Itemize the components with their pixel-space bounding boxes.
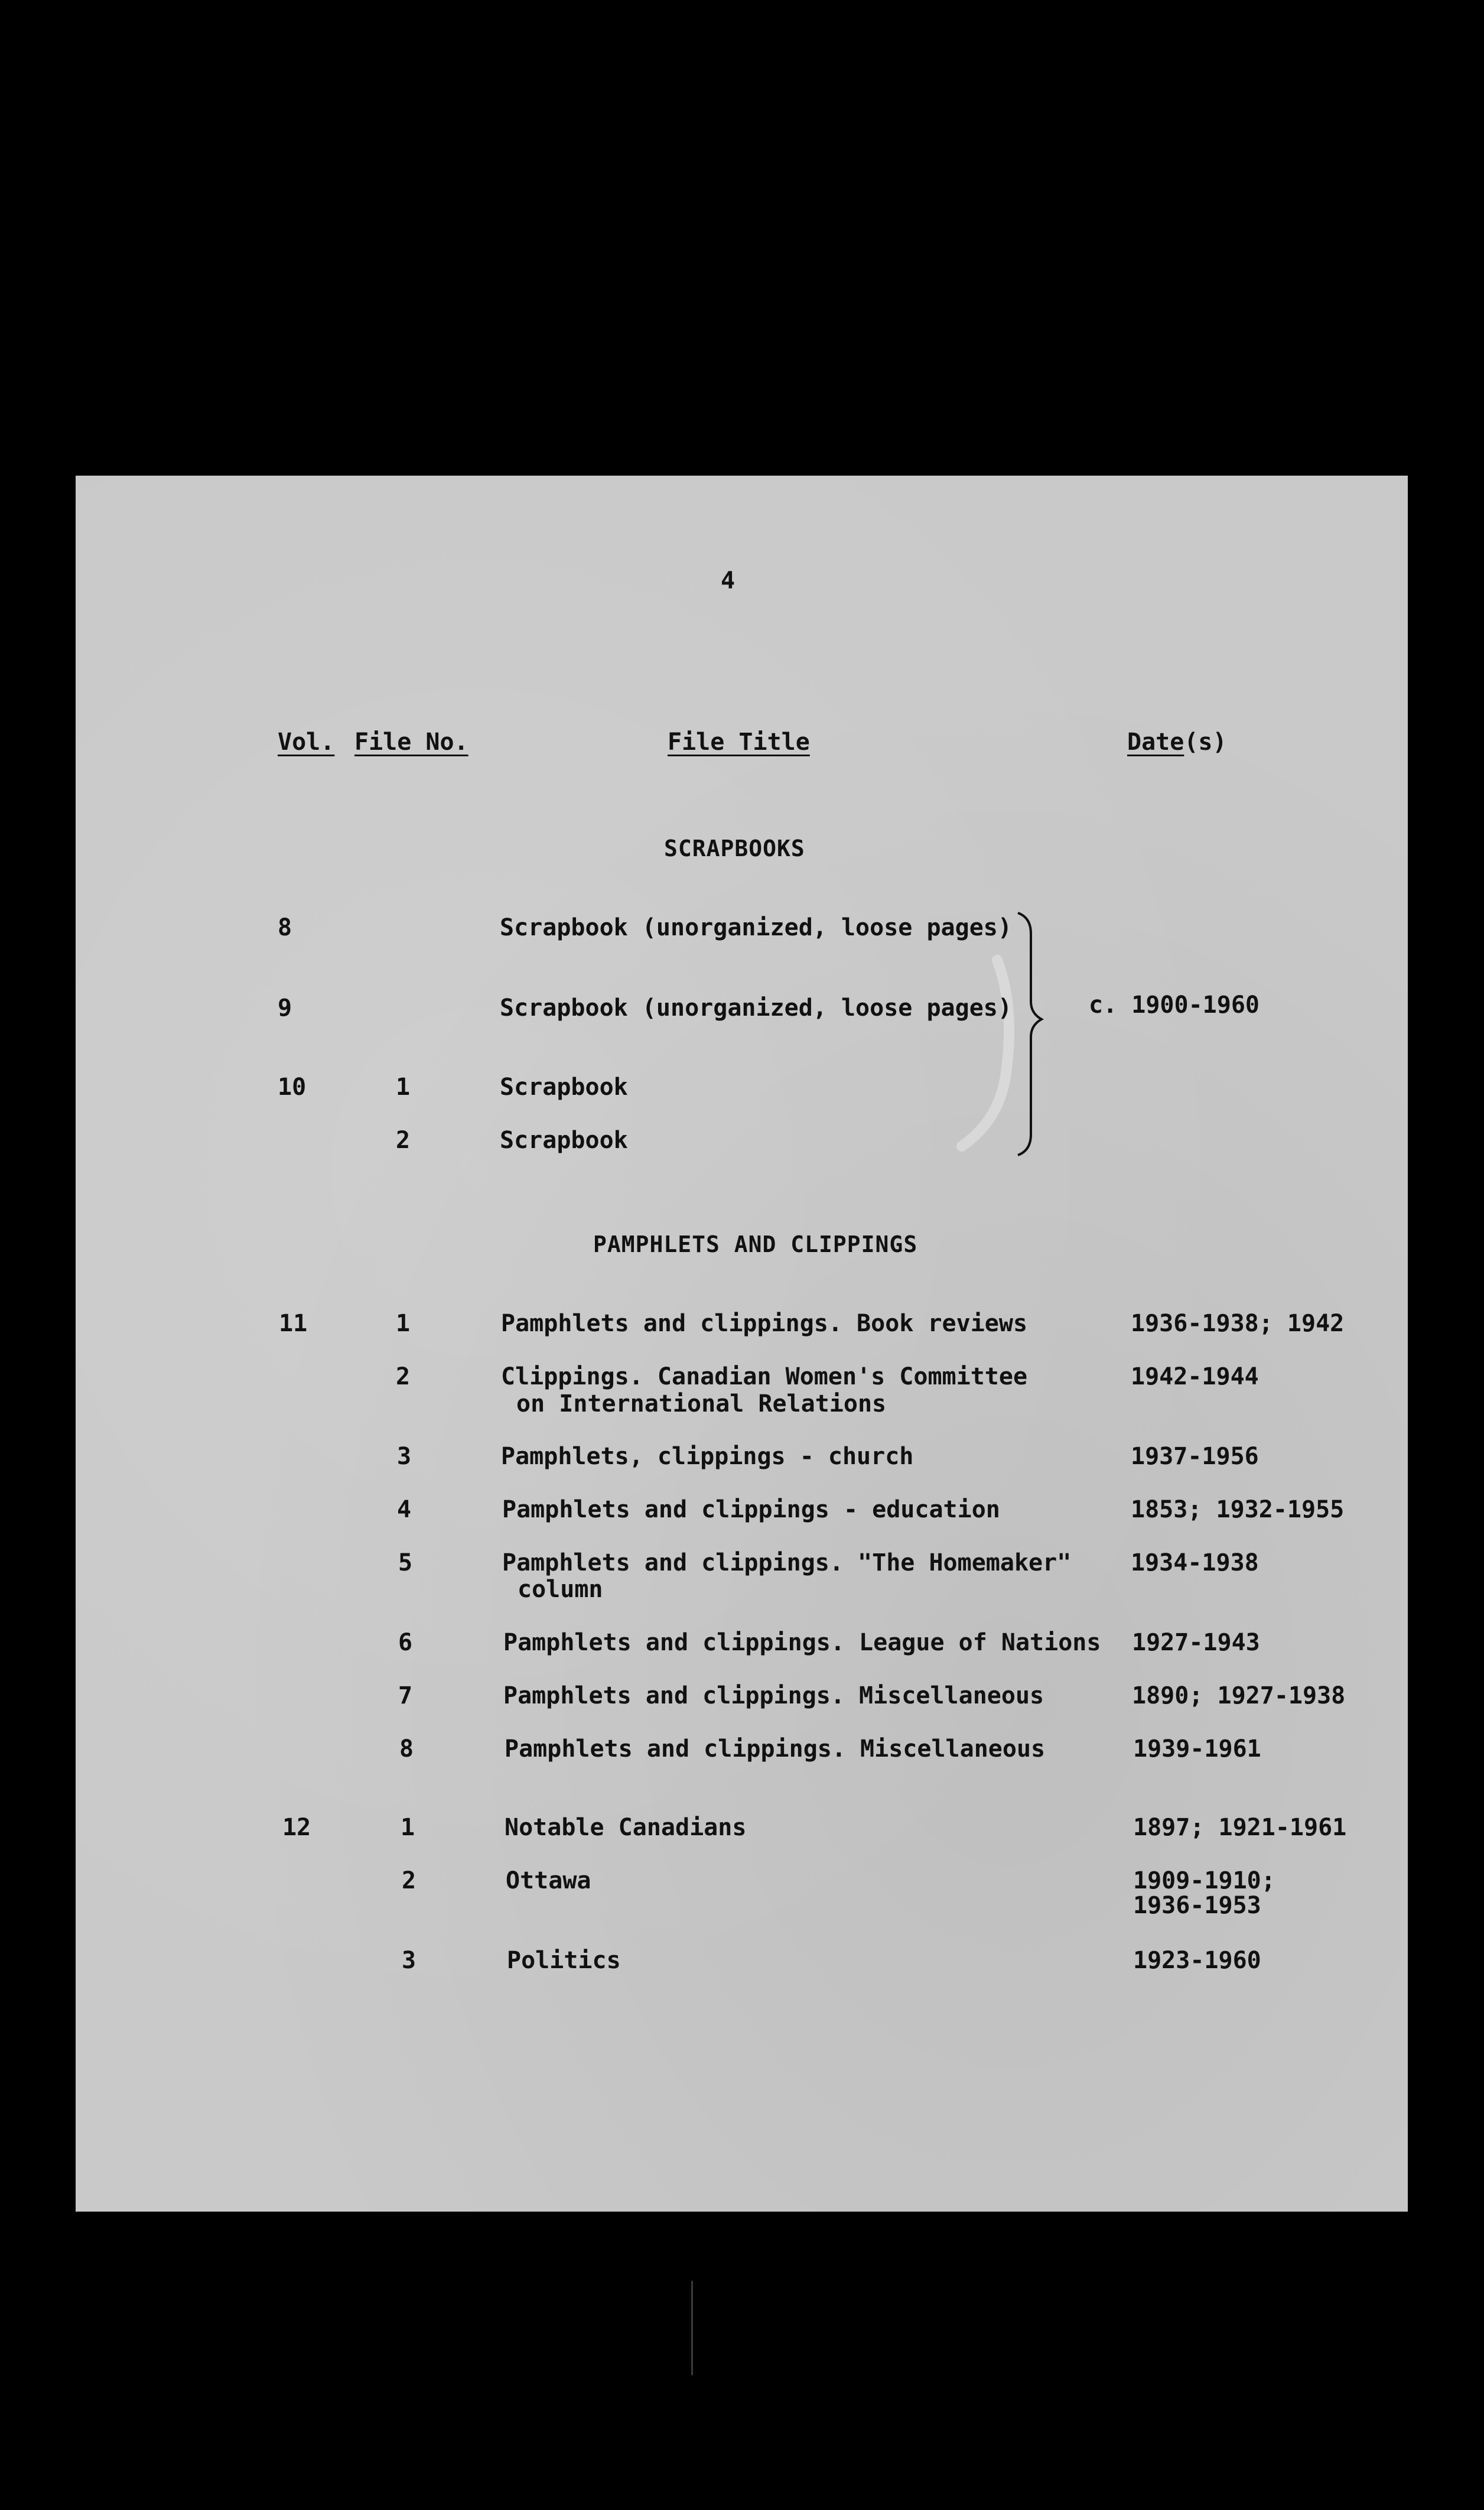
row-date: 1923-1960 bbox=[1133, 1947, 1261, 1974]
header-file-no: File No. bbox=[354, 729, 468, 756]
row-vol: 9 bbox=[278, 994, 292, 1022]
row-title: Pamphlets, clippings - church bbox=[501, 1443, 914, 1470]
row-file: 8 bbox=[399, 1735, 414, 1763]
section-heading-scrapbooks: SCRAPBOOKS bbox=[664, 835, 805, 861]
row-title: Scrapbook (unorganized, loose pages) bbox=[500, 994, 1012, 1022]
bracket-date: c. 1900-1960 bbox=[1089, 991, 1260, 1019]
row-file: 2 bbox=[402, 1867, 416, 1894]
row-title: Pamphlets and clippings - education bbox=[502, 1496, 1000, 1523]
row-title: Pamphlets and clippings. Miscellaneous bbox=[503, 1682, 1044, 1709]
page-number: 4 bbox=[721, 567, 736, 594]
row-title: Scrapbook bbox=[500, 1127, 628, 1154]
row-file: 5 bbox=[398, 1549, 413, 1576]
row-title: Pamphlets and clippings. Miscellaneous bbox=[505, 1735, 1046, 1763]
row-file: 3 bbox=[397, 1443, 412, 1470]
row-title-continued: column bbox=[518, 1576, 603, 1603]
header-date: Date bbox=[1127, 729, 1184, 756]
row-file: 3 bbox=[402, 1947, 416, 1974]
row-title-continued: on International Relations bbox=[516, 1390, 887, 1417]
row-date: 1853; 1932-1955 bbox=[1131, 1496, 1345, 1523]
row-vol: 10 bbox=[278, 1074, 307, 1101]
row-vol: 11 bbox=[279, 1310, 308, 1337]
row-vol: 12 bbox=[282, 1814, 311, 1841]
film-scratch bbox=[691, 2281, 693, 2375]
row-file: 1 bbox=[396, 1310, 411, 1337]
row-date: 1934-1938 bbox=[1131, 1549, 1259, 1576]
row-file: 6 bbox=[398, 1629, 413, 1656]
row-title: Notable Canadians bbox=[505, 1814, 747, 1841]
row-date: 1897; 1921-1961 bbox=[1133, 1814, 1347, 1841]
row-title: Scrapbook (unorganized, loose pages) bbox=[500, 914, 1012, 941]
row-date-continued: 1936-1953 bbox=[1133, 1892, 1261, 1919]
header-date-suffix: (s) bbox=[1184, 729, 1227, 756]
row-file: 4 bbox=[397, 1496, 412, 1523]
document-page bbox=[76, 476, 1408, 2212]
row-file: 2 bbox=[396, 1127, 411, 1154]
header-dates bbox=[1127, 729, 1227, 756]
row-title: Scrapbook bbox=[500, 1074, 628, 1101]
row-date: 1942-1944 bbox=[1131, 1363, 1259, 1390]
header-vol: Vol. bbox=[278, 729, 335, 756]
section-heading-pamphlets: PAMPHLETS AND CLIPPINGS bbox=[593, 1231, 918, 1257]
row-title: Ottawa bbox=[506, 1867, 591, 1894]
row-date: 1909-1910; bbox=[1133, 1867, 1275, 1894]
row-title: Pamphlets and clippings. League of Nations bbox=[503, 1629, 1101, 1656]
row-file: 7 bbox=[398, 1682, 413, 1709]
row-title: Pamphlets and clippings. Book reviews bbox=[501, 1310, 1028, 1337]
row-title: Clippings. Canadian Women's Committee bbox=[501, 1363, 1028, 1390]
row-date: 1939-1961 bbox=[1133, 1735, 1261, 1763]
row-file: 2 bbox=[396, 1363, 411, 1390]
row-title: Pamphlets and clippings. "The Homemaker" bbox=[502, 1549, 1072, 1576]
row-vol: 8 bbox=[278, 914, 292, 941]
row-date: 1937-1956 bbox=[1131, 1443, 1259, 1470]
row-date: 1890; 1927-1938 bbox=[1132, 1682, 1346, 1709]
row-title: Politics bbox=[507, 1947, 621, 1974]
row-date: 1936-1938; 1942 bbox=[1131, 1310, 1345, 1337]
row-date: 1927-1943 bbox=[1132, 1629, 1260, 1656]
row-file: 1 bbox=[396, 1074, 411, 1101]
row-file: 1 bbox=[401, 1814, 415, 1841]
header-file-title: File Title bbox=[668, 729, 810, 756]
